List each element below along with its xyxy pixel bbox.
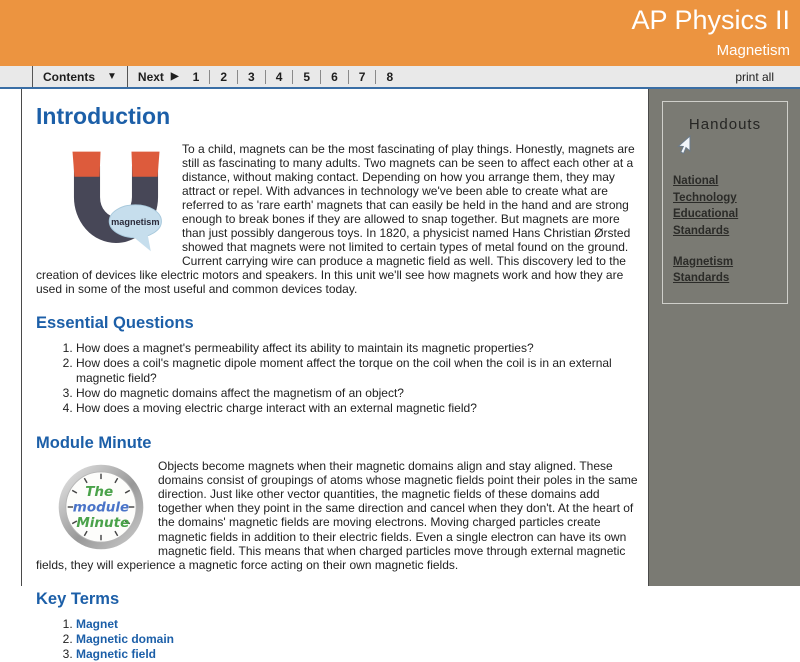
- essential-question-item: 4. How does a moving electric charge interact with an external magnetic field?: [76, 401, 638, 416]
- nav-page-5[interactable]: 5: [292, 70, 320, 84]
- nav-page-8[interactable]: 8: [375, 70, 403, 84]
- contents-dropdown[interactable]: [32, 66, 128, 87]
- key-terms-list: [36, 617, 638, 662]
- module-minute-paragraph: Objects become magnets when their magnetic domains align and stay aligned. These domains consist of groupings of atoms whose magnetic fields point their poles in the same direction. Just like other vector quantities, the magnetic fields of these domains add together when they point in the same direction and cancel when they don't. At the heart of the domains' magnetic fields are moving electrons. Moving charged particles create magnetic fields in addition to their electric fields. Even a single electron can have its own magnetic field. This means that when charged particles move through external magnetic fields, they will experience a magnetic force acting on their own magnetic fields.: [36, 459, 638, 572]
- essential-questions-list: [36, 341, 638, 416]
- clock-text-line2: module: [72, 499, 130, 516]
- arrow-right-icon: ▶: [170, 71, 179, 82]
- key-term-link-magnetic-field[interactable]: Magnetic field: [76, 646, 157, 661]
- clock-text-line3: Minute: [76, 515, 130, 532]
- main-content: [21, 89, 649, 661]
- page-nav: [183, 66, 404, 87]
- course-title: AP Physics II: [631, 5, 790, 35]
- essential-question-item: 1. How does a magnet's permeability affect its ability to maintain its magnetic properties?: [76, 341, 638, 356]
- nav-page-7[interactable]: 7: [348, 70, 376, 84]
- next-button[interactable]: [128, 66, 183, 87]
- sidebar: [649, 89, 800, 586]
- nav-page-6[interactable]: 6: [320, 70, 348, 84]
- next-label: Next: [137, 69, 164, 84]
- intro-section: [36, 142, 638, 296]
- essential-question-item: 3. How do magnetic domains affect the magnetism of an object?: [76, 386, 638, 401]
- key-term-item: [76, 617, 638, 632]
- handout-link-magnetism-standards[interactable]: Magnetism Standards: [673, 255, 734, 285]
- handout-link-national-technology-standards[interactable]: National Technology Educational Standards: [673, 175, 739, 238]
- page-body: [0, 89, 800, 661]
- handouts-panel: [662, 101, 788, 304]
- nav-page-2[interactable]: 2: [209, 70, 237, 84]
- key-term-item: [76, 632, 638, 647]
- nav-page-1[interactable]: 1: [192, 69, 200, 84]
- toolbar-spacer: [403, 66, 735, 87]
- header: [0, 0, 800, 66]
- key-term-item: [76, 647, 638, 662]
- key-term-link-magnet[interactable]: Magnet: [76, 616, 118, 631]
- print-all-link[interactable]: print all: [735, 69, 774, 84]
- key-terms-heading: Key Terms: [36, 589, 120, 608]
- essential-question-item: 2. How does a coil's magnetic dipole moment affect the torque on the coil when the coil is in an external magnetic field?: [76, 356, 638, 386]
- essential-questions-heading: Essential Questions: [36, 314, 194, 333]
- magnet-bubble-label: magnetism: [111, 217, 160, 228]
- module-title: Magnetism: [716, 42, 790, 59]
- page-title: Introduction: [36, 103, 171, 129]
- key-term-link-magnetic-domain[interactable]: Magnetic domain: [76, 631, 175, 646]
- module-minute-clock-image: [56, 461, 146, 553]
- nav-page-3[interactable]: 3: [237, 70, 265, 84]
- module-minute-section: [36, 459, 638, 571]
- handouts-title: Handouts: [688, 116, 762, 133]
- contents-label: Contents: [43, 69, 95, 84]
- chevron-down-icon: ▼: [107, 71, 117, 82]
- cursor-icon: [675, 135, 777, 159]
- clock-text-line1: The: [85, 484, 114, 501]
- module-minute-heading: Module Minute: [36, 434, 152, 453]
- intro-paragraph: To a child, magnets can be the most fascinating of play things. Honestly, magnets are still as fascinating to many adults. Two magnets can be seen to affect each other at a distance, without making contact. Depending on how you arrange them, they may attract or repel. With advances in technology we've been able to create what are referred to as 'rare earth' magnets that can easily be held in the hand and are strong enough to break bones if they are allowed to snap together. But magnets are more than just possibly dangerous toys. In 1820, a physicist named Hans Christian Ørsted showed that magnets were not limited to certain types of metal found on the ground. Current carrying wire can produce a magnetic field as well. This discovery led to the creation of devices like electric motors and speakers. In this unit we'll see how magnets work and how they are used in some of the most useful and common devices today.: [36, 142, 635, 297]
- nav-page-4[interactable]: 4: [265, 70, 293, 84]
- horseshoe-magnet-image: [58, 144, 174, 254]
- toolbar: [0, 66, 800, 89]
